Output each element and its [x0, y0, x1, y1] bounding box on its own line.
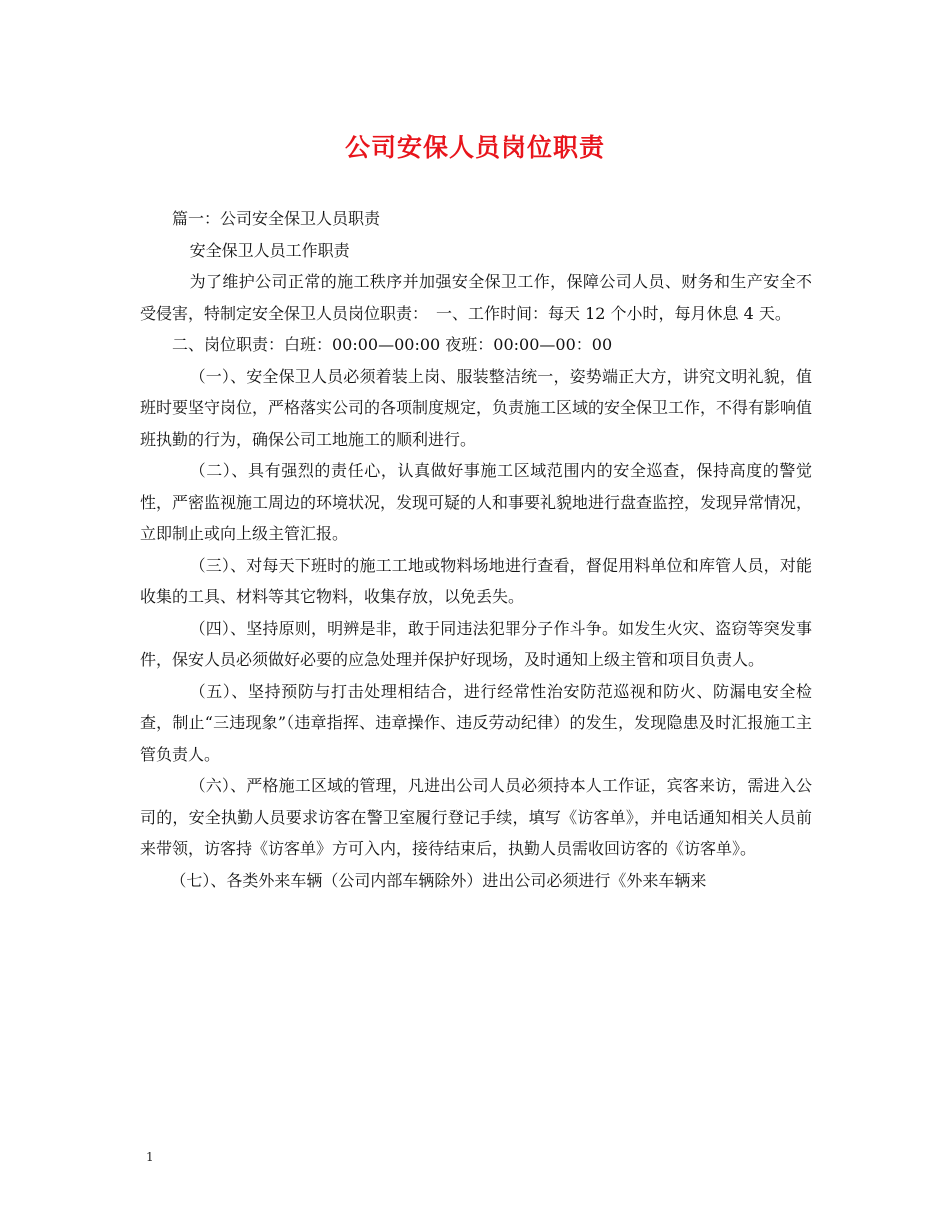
page-number: 1	[146, 1150, 154, 1164]
paragraph-intro: 为了维护公司正常的施工秩序并加强安全保卫工作，保障公司人员、财务和生产安全不受侵害，特制定安全保卫人员岗位职责： 一、工作时间：每天 12 个小时，每月休息 4 天。	[140, 272, 812, 323]
section-heading: 篇一：公司安全保卫人员职责	[172, 209, 381, 228]
paragraph-item-6: （六）、严格施工区域的管理，凡进出公司人员必须持本人工作证，宾客来访，需进入公司的，安全执勤人员要求访客在警卫室履行登记手续，填写《访客单》，并电话通知相关人员前来带领，访客持《访客单》方可入内，接待结束后，执勤人员需收回访客的《访客单》。	[140, 776, 812, 858]
paragraph-item-5: （五）、坚持预防与打击处理相结合，进行经常性治安防范巡视和防火、防漏电安全检查，制止“三违现象”（违章指挥、违章操作、违反劳动纪律）的发生，发现隐患及时汇报施工主管负责人。	[140, 681, 812, 764]
paragraph-item-7: （七）、各类外来车辆（公司内部车辆除外）进出公司必须进行《外来车辆来	[170, 870, 707, 890]
paragraph-duty-time: 二、岗位职责：白班：00:00—00:00 夜班：00:00—00：00	[172, 335, 613, 354]
section-subheading: 安全保卫人员工作职责	[189, 240, 350, 260]
paragraph-item-1: （一）、安全保卫人员必须着装上岗、服装整洁统一，姿势端正大方，讲究文明礼貌，值班时要坚守岗位，严格落实公司的各项制度规定，负责施工区域的安全保卫工作，不得有影响值班执勤的行为，确保公司工地施工的顺利进行。	[140, 366, 813, 449]
paragraph-item-4: （四）、坚持原则，明辨是非，敢于同违法犯罪分子作斗争。如发生火灾、盗窃等突发事件，保安人员必须做好必要的应急处理并保护好现场，及时通知上级主管和项目负责人。	[140, 618, 812, 669]
paragraph-item-2: （二）、具有强烈的责任心，认真做好事施工区域范围内的安全巡查，保持高度的警觉性，严密监视施工周边的环境状况，发现可疑的人和事要礼貌地进行盘查监控，发现异常情况，立即制止或向上级主管汇报。	[140, 461, 813, 543]
document-body	[140, 203, 812, 896]
paragraph-item-3: （三）、对每天下班时的施工工地或物料场地进行查看，督促用料单位和库管人员，对能收集的工具、材料等其它物料，收集存放，以免丢失。	[140, 555, 812, 606]
document-title: 公司安保人员岗位职责	[344, 133, 605, 162]
